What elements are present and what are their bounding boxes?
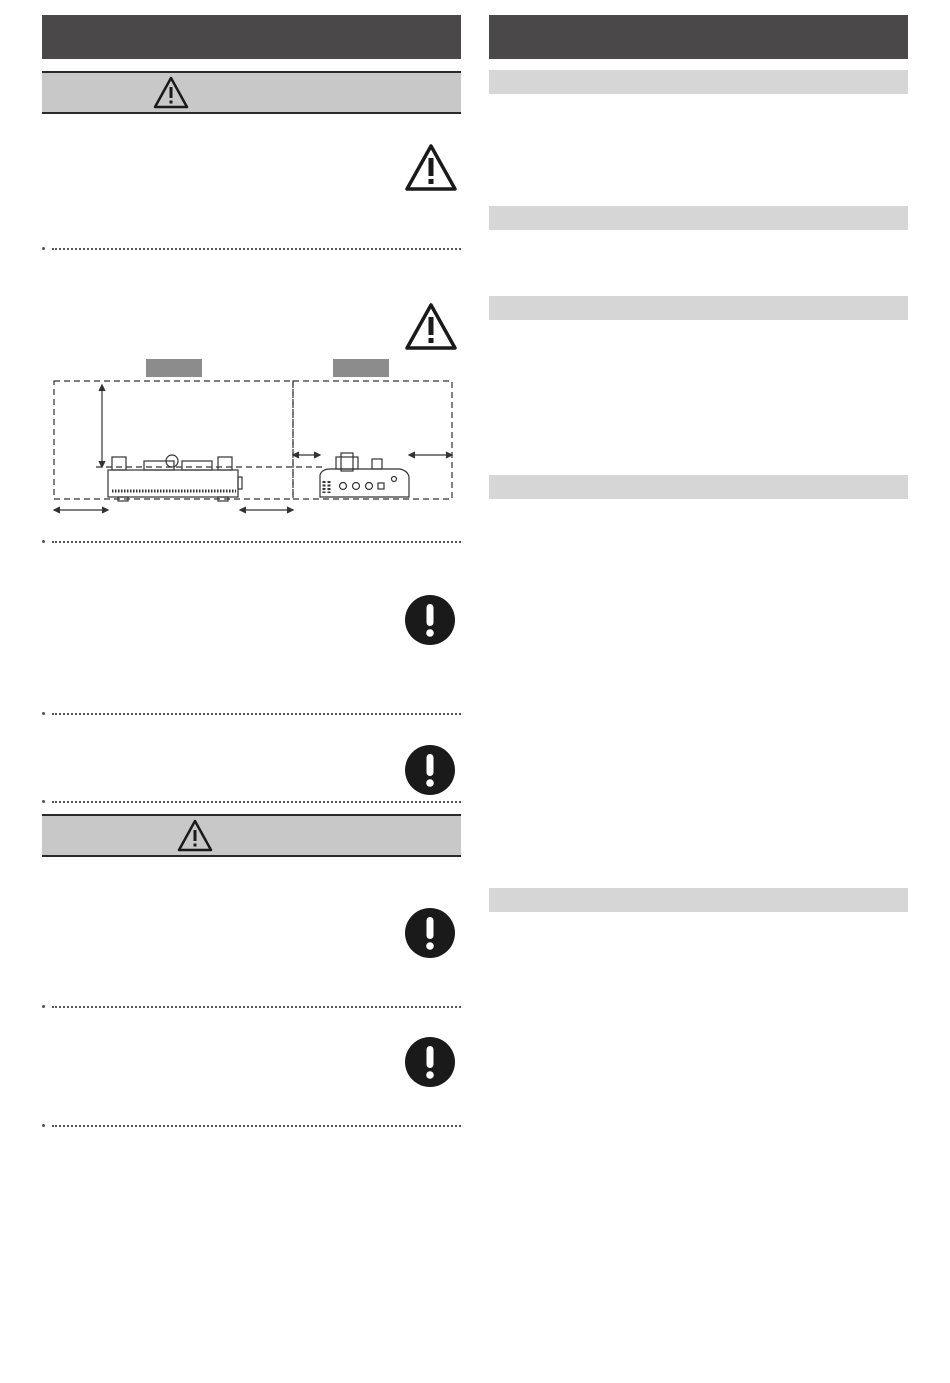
dotted-divider — [52, 1006, 461, 1008]
subsection-header-1 — [489, 70, 908, 94]
subsection-header-5 — [489, 888, 908, 912]
right-header-bar — [489, 15, 908, 59]
mandatory-exclamation-icon — [405, 745, 455, 795]
warning-triangle-icon — [404, 302, 458, 351]
mandatory-exclamation-icon — [405, 908, 455, 958]
caution-section-header — [42, 814, 461, 857]
divider-bullet — [42, 800, 45, 803]
mandatory-exclamation-icon — [405, 595, 455, 645]
installation-clearance-diagram — [50, 357, 460, 519]
subsection-header-2 — [489, 206, 908, 230]
divider-bullet — [42, 247, 45, 250]
divider-bullet — [42, 1124, 45, 1127]
left-header-bar — [42, 15, 461, 59]
warning-triangle-icon — [177, 819, 213, 852]
dotted-divider — [52, 541, 461, 543]
dotted-divider — [52, 713, 461, 715]
warning-triangle-icon — [404, 143, 458, 192]
divider-bullet — [42, 540, 45, 543]
dotted-divider — [52, 801, 461, 803]
dotted-divider — [52, 248, 461, 250]
subsection-header-3 — [489, 296, 908, 320]
dotted-divider — [52, 1125, 461, 1127]
subsection-header-4 — [489, 475, 908, 499]
divider-bullet — [42, 1005, 45, 1008]
warning-triangle-icon — [153, 76, 189, 109]
mandatory-exclamation-icon — [405, 1037, 455, 1087]
diagram-drawing — [50, 357, 460, 519]
warning-section-header — [42, 71, 461, 114]
divider-bullet — [42, 712, 45, 715]
